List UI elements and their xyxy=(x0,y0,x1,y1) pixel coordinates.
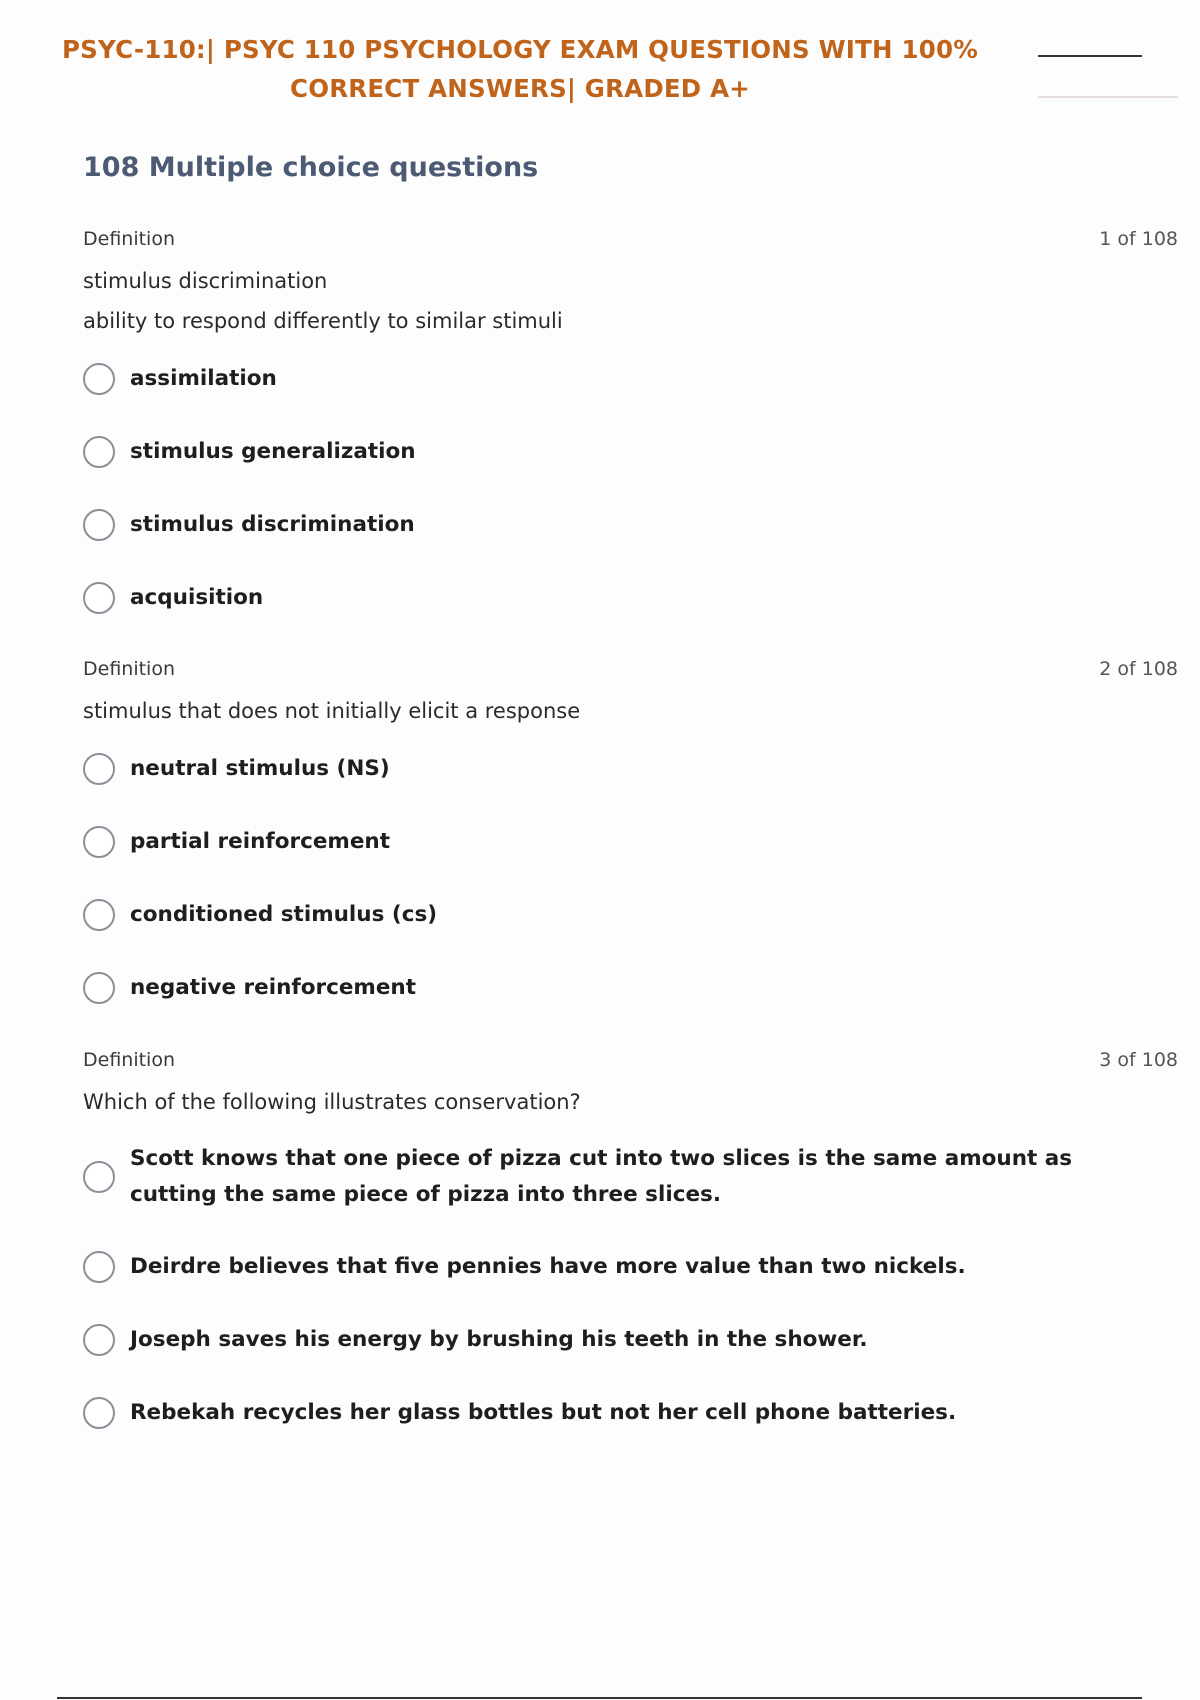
radio-button[interactable] xyxy=(83,1161,115,1193)
radio-button[interactable] xyxy=(83,826,115,858)
answer-option-label[interactable]: Rebekah recycles her glass bottles but not her cell phone batteries. xyxy=(130,1400,957,1425)
footer-rule xyxy=(57,1697,1142,1699)
question-type: Definition xyxy=(83,658,176,680)
question-type: Definition xyxy=(83,228,176,250)
radio-button[interactable] xyxy=(83,972,115,1004)
answer-options xyxy=(83,1141,1178,1432)
answer-option-label[interactable]: Scott knows that one piece of pizza cut into two slices is the same amount as cutting the same piece of pizza into three slices. xyxy=(130,1146,1073,1207)
question-card-1 xyxy=(83,228,1178,652)
radio-button[interactable] xyxy=(83,899,115,931)
question-card-2 xyxy=(83,658,1178,1042)
answer-option[interactable] xyxy=(83,896,1178,934)
document-title: PSYC-110:| PSYC 110 PSYCHOLOGY EXAM QUESTIONS WITH 100% CORRECT ANSWERS| GRADED A+ xyxy=(62,35,978,103)
question-term: stimulus discrimination xyxy=(83,269,328,293)
radio-button[interactable] xyxy=(83,509,115,541)
answer-option-label[interactable]: negative reinforcement xyxy=(130,975,416,1000)
title-underline-faint xyxy=(1038,96,1178,98)
answer-option-label[interactable]: acquisition xyxy=(130,585,264,610)
answer-option[interactable] xyxy=(83,1141,1178,1213)
answer-option[interactable] xyxy=(83,360,1178,398)
answer-option[interactable] xyxy=(83,1321,1178,1359)
question-counter: 2 of 108 xyxy=(1099,658,1178,680)
radio-button[interactable] xyxy=(83,436,115,468)
answer-option[interactable] xyxy=(83,750,1178,788)
title-underline xyxy=(1038,55,1142,57)
answer-option-label[interactable]: conditioned stimulus (cs) xyxy=(130,902,438,927)
section-heading: 108 Multiple choice questions xyxy=(83,152,539,183)
radio-button[interactable] xyxy=(83,1397,115,1429)
radio-button[interactable] xyxy=(83,1324,115,1356)
radio-button[interactable] xyxy=(83,363,115,395)
question-prompt: Which of the following illustrates conservation? xyxy=(83,1090,581,1114)
question-counter: 1 of 108 xyxy=(1099,228,1178,250)
answer-option-label[interactable]: assimilation xyxy=(130,366,277,391)
answer-option-label[interactable]: partial reinforcement xyxy=(130,829,390,854)
answer-option-label[interactable]: Joseph saves his energy by brushing his teeth in the shower. xyxy=(130,1327,868,1352)
question-counter: 3 of 108 xyxy=(1099,1049,1178,1071)
answer-option[interactable] xyxy=(83,506,1178,544)
answer-option[interactable] xyxy=(83,1394,1178,1432)
question-card-3 xyxy=(83,1049,1178,1467)
answer-option[interactable] xyxy=(83,823,1178,861)
answer-option-label[interactable]: neutral stimulus (NS) xyxy=(130,756,390,781)
answer-option[interactable] xyxy=(83,433,1178,471)
answer-options xyxy=(83,750,1178,1007)
answer-option-label[interactable]: stimulus discrimination xyxy=(130,512,415,537)
answer-option[interactable] xyxy=(83,1248,1178,1286)
answer-options xyxy=(83,360,1178,617)
question-definition: ability to respond differently to similar stimuli xyxy=(83,309,563,333)
radio-button[interactable] xyxy=(83,1251,115,1283)
answer-option[interactable] xyxy=(83,969,1178,1007)
answer-option-label[interactable]: Deirdre believes that five pennies have more value than two nickels. xyxy=(130,1254,966,1279)
question-definition: stimulus that does not initially elicit a response xyxy=(83,699,581,723)
question-type: Definition xyxy=(83,1049,176,1071)
answer-option[interactable] xyxy=(83,579,1178,617)
answer-option-label[interactable]: stimulus generalization xyxy=(130,439,416,464)
radio-button[interactable] xyxy=(83,582,115,614)
radio-button[interactable] xyxy=(83,753,115,785)
